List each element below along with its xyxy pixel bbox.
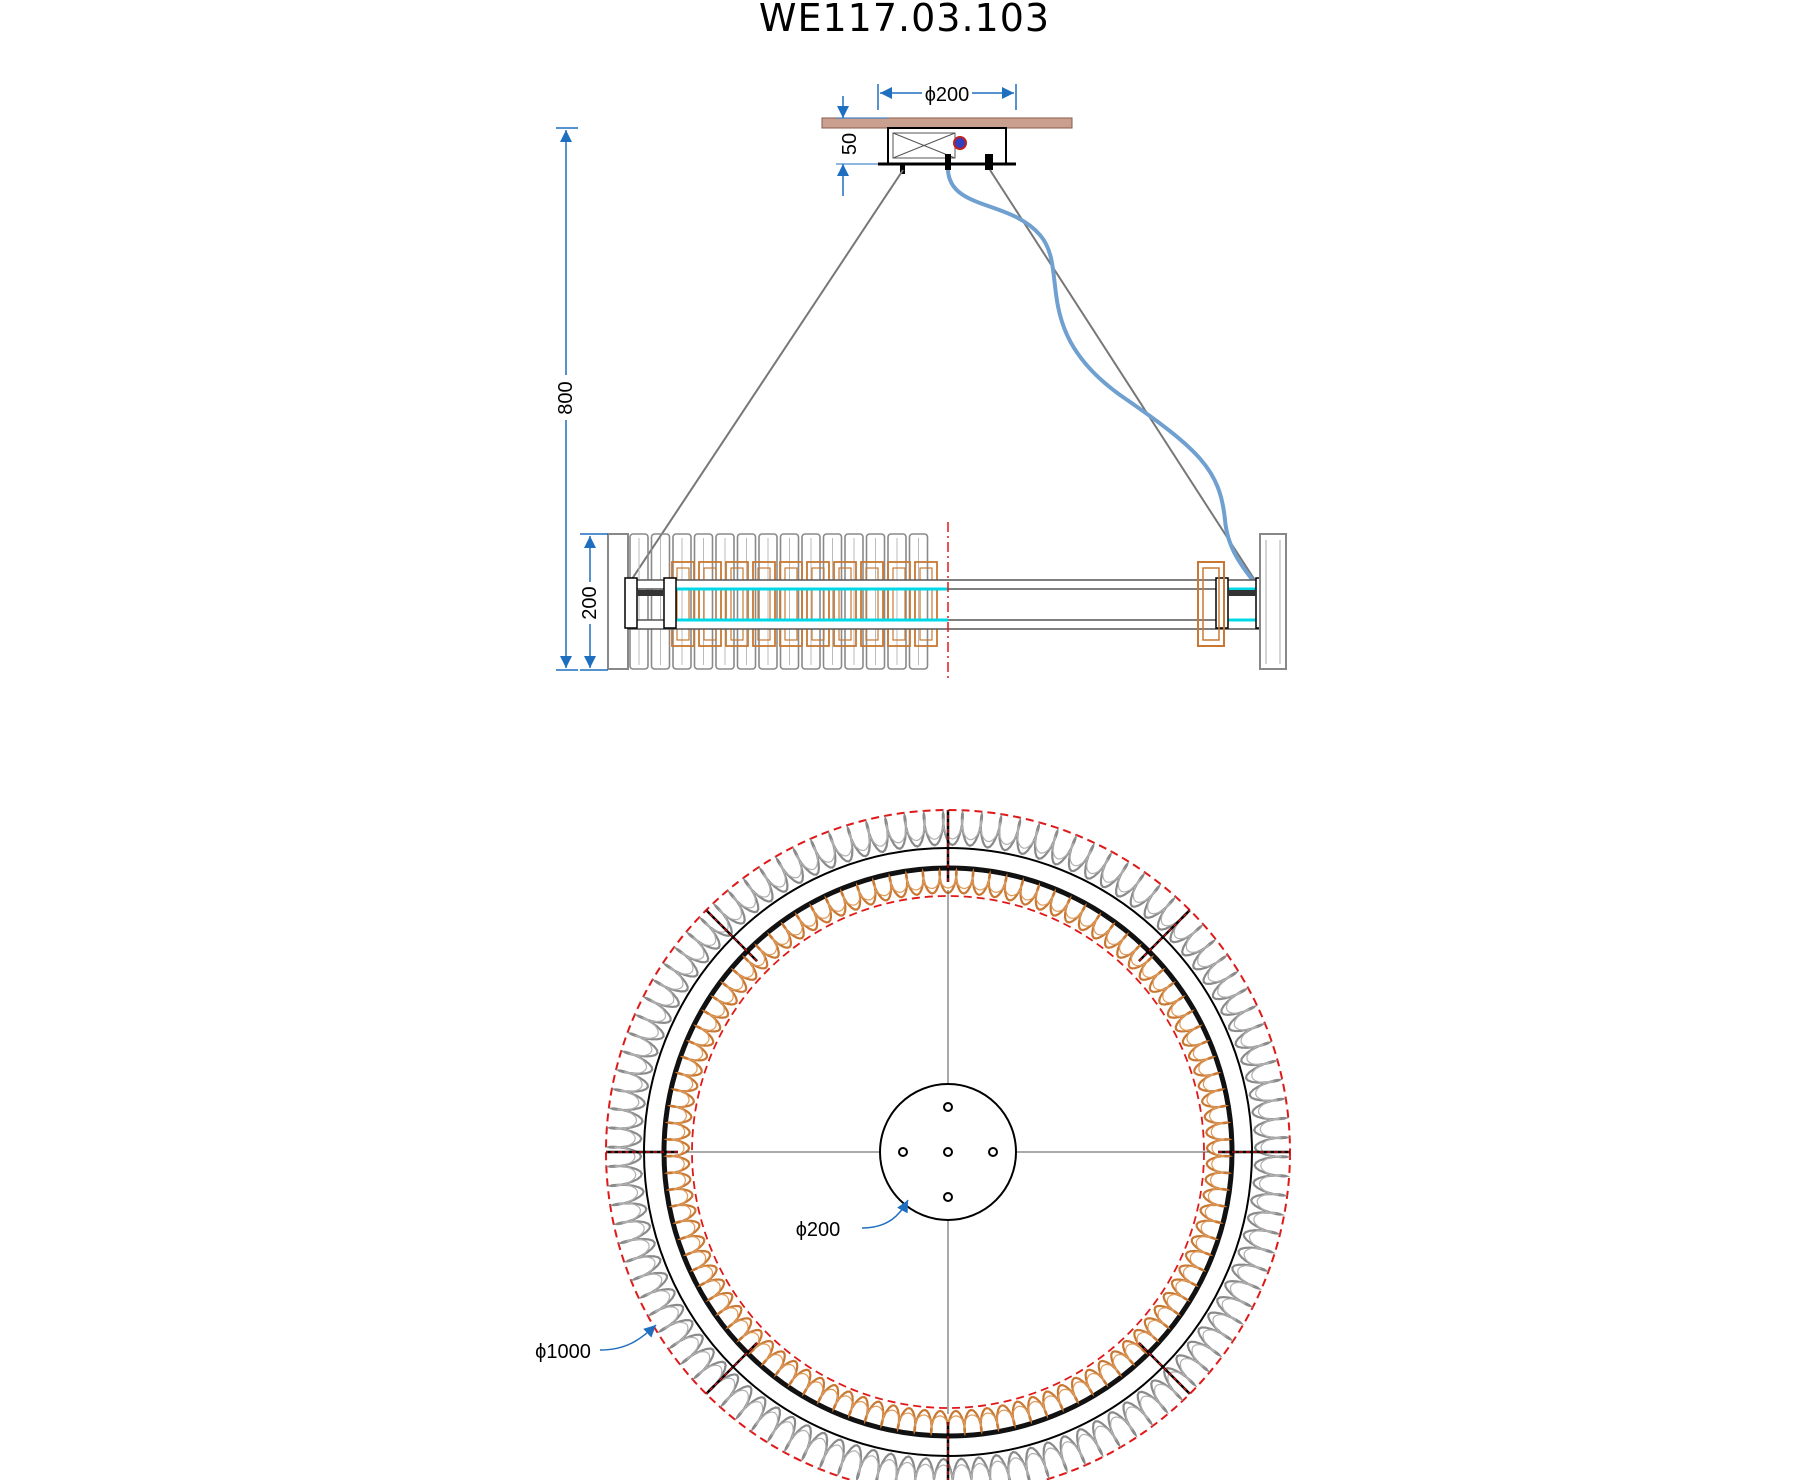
drawing-title: WE117.03.103 bbox=[758, 0, 1051, 40]
elevation-view bbox=[555, 84, 1286, 680]
plan-view bbox=[606, 810, 1290, 1480]
total-height-label: 800 bbox=[555, 381, 577, 415]
canopy-diameter-label: ϕ200 bbox=[924, 84, 970, 106]
dim-plan-canopy bbox=[796, 1200, 908, 1241]
plan-canopy-diameter-label: ϕ200 bbox=[795, 1219, 841, 1241]
canopy-box bbox=[878, 128, 1016, 174]
ceiling-hatch bbox=[822, 118, 1072, 128]
dim-ring-height bbox=[579, 534, 608, 670]
ring-side-right bbox=[1198, 534, 1286, 669]
dim-ring-diameter bbox=[535, 1325, 656, 1363]
ring-height-label: 200 bbox=[579, 586, 601, 620]
suspension-cable-left bbox=[628, 170, 903, 585]
suspension-cable-right bbox=[990, 170, 1258, 585]
dim-total-height bbox=[555, 128, 578, 670]
canopy-plan bbox=[880, 1084, 1016, 1220]
dim-canopy-height bbox=[836, 96, 888, 196]
ring-diameter-label: ϕ1000 bbox=[535, 1341, 591, 1363]
canopy-height-label: 50 bbox=[839, 132, 861, 156]
power-wire bbox=[948, 170, 1260, 590]
dim-canopy-diameter bbox=[878, 84, 1016, 110]
